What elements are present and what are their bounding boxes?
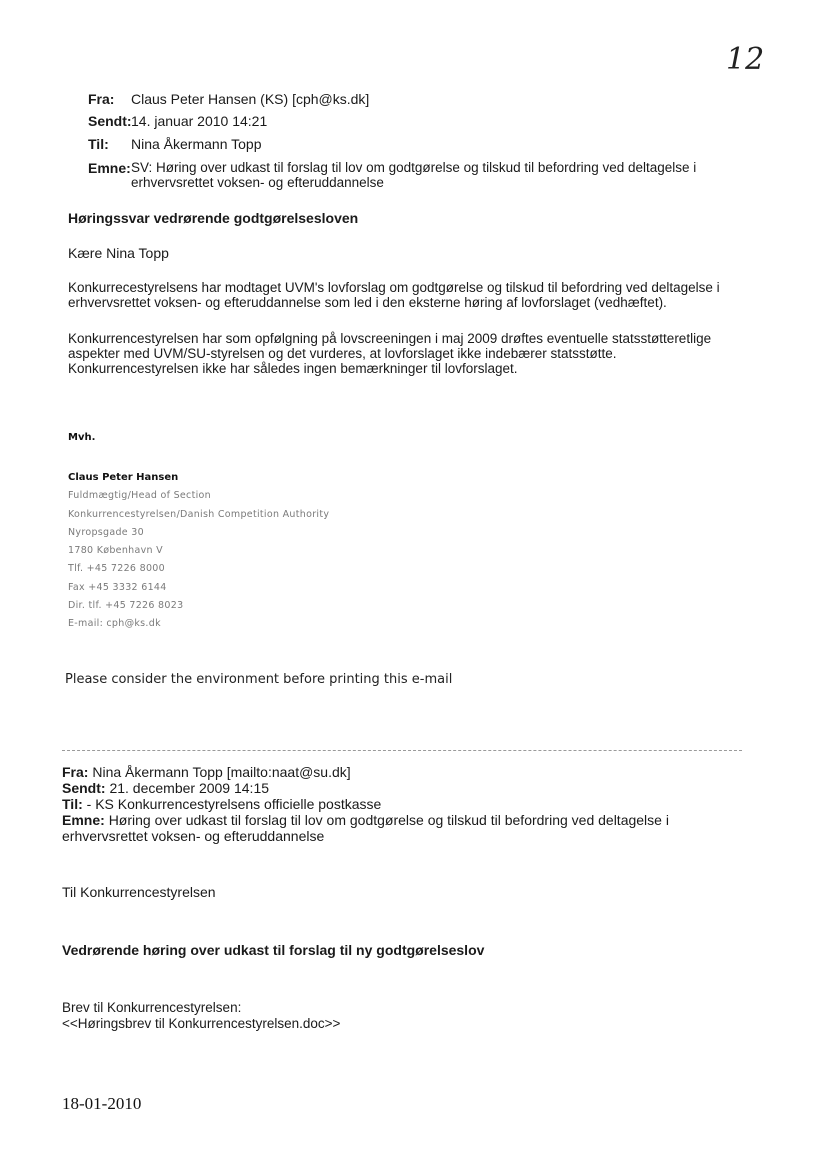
email2-letter-label: Brev til Konkurrencestyrelsen: <box>62 1000 242 1015</box>
from-label: Fra: <box>88 91 115 107</box>
email2-attachment[interactable]: <<Høringsbrev til Konkurrencestyrelsen.doc>> <box>62 1016 341 1031</box>
handwritten-page-number: 12 <box>726 42 765 77</box>
from-value: Claus Peter Hansen (KS) [cph@ks.dk] <box>131 91 370 107</box>
to-line: Til: - KS Konkurrencestyrelsens officielle postkasse <box>62 796 382 812</box>
signature-phone: Tlf. +45 7226 8000 <box>68 563 165 574</box>
email1-closing: Mvh. <box>68 432 96 443</box>
signature-street: Nyropsgade 30 <box>68 527 144 538</box>
email1-para2-line2: aspekter med UVM/SU-styrelsen og det vurderes, at lovforslaget ikke indebærer statsstøtte. <box>68 346 617 361</box>
sent-value: 14. januar 2010 14:21 <box>131 113 268 129</box>
email1-para2-line3: Konkurrencestyrelsen ikke har således ingen bemærkninger til lovforslaget. <box>68 361 518 376</box>
email2-heading: Vedrørende høring over udkast til forslag til ny godtgørelseslov <box>62 942 485 958</box>
email1-heading: Høringssvar vedrørende godtgørelsesloven <box>68 210 359 226</box>
email2-addressee: Til Konkurrencestyrelsen <box>62 884 216 900</box>
signature-title: Fuldmægtig/Head of Section <box>68 490 211 501</box>
subject-label: Emne: <box>88 160 131 176</box>
subject-line-1: SV: Høring over udkast til forslag til lov om godtgørelse og tilskud til befordring ved deltagelse i <box>131 160 697 175</box>
signature-email: E-mail: cph@ks.dk <box>68 618 161 629</box>
signature-direct-phone: Dir. tlf. +45 7226 8023 <box>68 600 184 611</box>
sent-label: Sendt: <box>88 113 132 129</box>
sent-line: Sendt: 21. december 2009 14:15 <box>62 780 270 796</box>
signature-name: Claus Peter Hansen <box>68 472 179 483</box>
environment-note: Please consider the environment before printing this e-mail <box>65 672 453 687</box>
email-separator <box>62 750 742 751</box>
signature-city: 1780 København V <box>68 545 163 556</box>
to-value: Nina Åkermann Topp <box>131 136 262 152</box>
subject-line-2: erhvervsrettet voksen- og efteruddannelse <box>131 175 384 190</box>
signature-fax: Fax +45 3332 6144 <box>68 582 167 593</box>
subject-line-1: Emne: Høring over udkast til forslag til lov om godtgørelse og tilskud til befordring ved deltagelse i <box>62 812 669 828</box>
to-label: Til: <box>88 136 109 152</box>
signature-org: Konkurrencestyrelsen/Danish Competition Authority <box>68 509 330 520</box>
email1-para1-line2: erhvervsrettet voksen- og efteruddannelse som led i den eksterne høring af lovforslaget (vedhæftet). <box>68 295 667 310</box>
subject-line-2: erhvervsrettet voksen- og efteruddannelse <box>62 828 325 844</box>
footer-date: 18-01-2010 <box>62 1094 142 1113</box>
email1-greeting: Kære Nina Topp <box>68 245 169 261</box>
email1-para2-line1: Konkurrencestyrelsen har som opfølgning på lovscreeningen i maj 2009 drøftes eventuelle statsstøtteretlige <box>68 331 712 346</box>
email1-para1-line1: Konkurrecestyrelsens har modtaget UVM's lovforslag om godtgørelse og tilskud til befordring ved deltagelse i <box>68 280 720 295</box>
from-line: Fra: Nina Åkermann Topp [mailto:naat@su.dk] <box>62 764 351 780</box>
